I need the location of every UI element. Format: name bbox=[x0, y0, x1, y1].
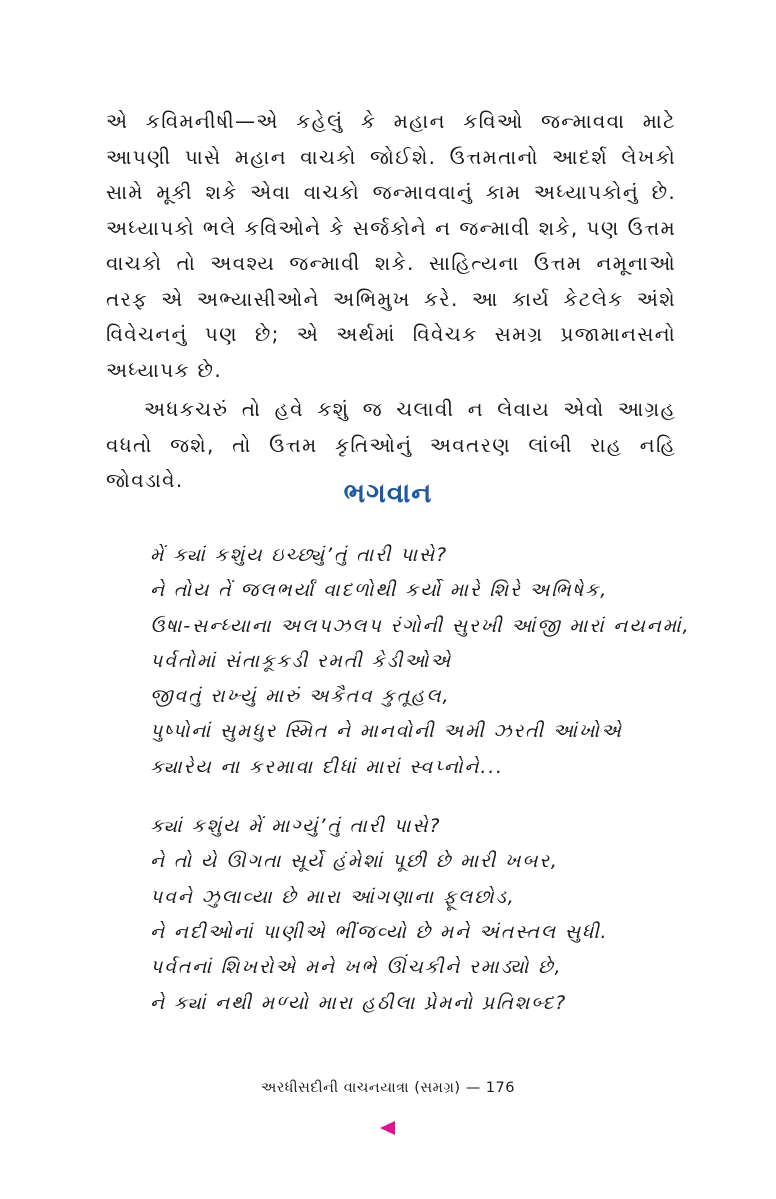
poem-line: પવને ઝુલાવ્યા છે મારા આંગણાના ફૂલછોડ, bbox=[150, 885, 516, 908]
poem-stanza-2 bbox=[150, 809, 710, 1021]
prose-section bbox=[106, 104, 676, 499]
page-footer: અરધીસદીની વાચનયાત્રા (સમગ્ર) — 176 bbox=[261, 1080, 515, 1096]
poem-line: ને તોય તેં જલભર્યાં વાદળોથી કર્યો મારે શિરે અભિષેક, bbox=[150, 579, 609, 602]
poem-line: ને તો યે ઊગતા સૂર્યે હંમેશાં પૂછી છે મારી ખબર, bbox=[150, 850, 559, 873]
poem-line: ક્યારેય ના કરમાવા દીધાં મારાં સ્વપ્નોને... bbox=[150, 755, 504, 778]
poem-title: ભગવાન bbox=[343, 478, 433, 509]
poem-stanza-1 bbox=[150, 538, 710, 785]
paragraph-1: એ કવિમનીષી—એ કહેલું કે મહાન કવિઓ જન્માવવા માટે આપણી પાસે મહાન વાચકો જોઈશે. ઉત્તમતાનો આદર્શ લેખકો સામે મૂકી શકે એવા વાચકો જન્માવવાનું કામ અધ્યાપકોનું છે. અધ્યાપકો ભલે કવિઓને કે સર્જકોને ન જન્માવી શકે, પણ ઉત્તમ વાચકો તો અવશ્ય જન્માવી શકે. સાહિત્યના ઉત્તમ નમૂનાઓ તરફ એ અભ્યાસીઓને અભિમુખ કરે. આ કાર્ય કેટલેક અંશે વિવેચનનું પણ છે; એ અર્થમાં વિવેચક સમગ્ર પ્રજામાનસનો અધ્યાપક છે. bbox=[106, 109, 676, 382]
poem-line: પુષ્પોનાં સુમધુર સ્મિત ને માનવોની અમી ઝરતી આંખોએ bbox=[150, 720, 623, 743]
poem-line: ને નદીઓનાં પાણીએ ભીંજવ્યો છે મને અંતસ્તલ સુધી. bbox=[150, 920, 609, 943]
poem-line: ક્યાં કશુંય મેં માગ્યું’તું તારી પાસે? bbox=[150, 815, 442, 838]
poem-line: ને ક્યાં નથી મળ્યો મારા હઠીલા પ્રેમનો પ્રતિશબ્દ? bbox=[150, 991, 567, 1014]
poem-line: મેં ક્યાં કશુંય ઇચ્છ્યું’તું તારી પાસે? bbox=[150, 544, 448, 566]
poem-body bbox=[150, 538, 710, 1021]
poem-line: જીવતું રાખ્યું મારું અકૈતવ કુતૂહલ, bbox=[150, 685, 451, 708]
previous-page-icon[interactable] bbox=[380, 1121, 395, 1135]
poem-line: ઉષા-સન્ધ્યાના અલપઝલપ રંગોની સુરખી આંજી મારાં નયનમાં, bbox=[150, 614, 691, 637]
paragraph-2: અધકચરું તો હવે કશું જ ચલાવી ન લેવાય એવો આગ્રહ વધતો જશે, તો ઉત્તમ કૃતિઓનું અવતરણ લાંબી રાહ નહિ જોવડાવે. bbox=[106, 397, 676, 492]
poem-line: પર્વતોમાં સંતાકૂકડી રમતી કેડીઓએ bbox=[150, 649, 452, 672]
poem-line: પર્વતનાં શિખરોએ મને ખભે ઊંચકીને રમાડ્યો છે, bbox=[150, 956, 563, 979]
